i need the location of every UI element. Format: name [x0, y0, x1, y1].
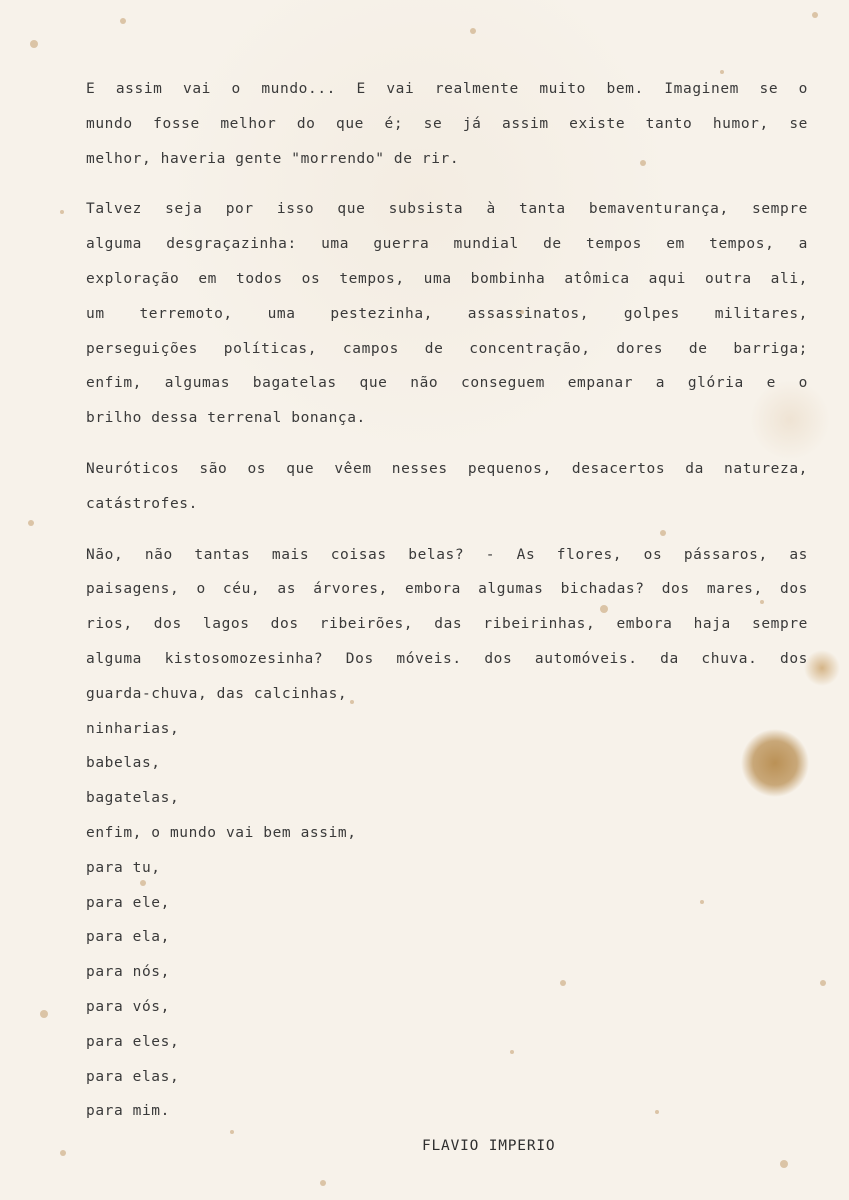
stain-speck: [140, 880, 146, 886]
text-line: para elas,: [86, 1068, 180, 1085]
text-line: alguma desgraçazinha: uma guerra mundial de tempos em tempos, a: [86, 236, 808, 253]
text-line: rios, dos lagos dos ribeirões, das ribeirinhas, embora haja sempre: [86, 616, 808, 633]
text-line: um terremoto, uma pestezinha, assassinatos, golpes militares,: [86, 305, 808, 322]
text-line: mundo fosse melhor do que é; se já assim existe tanto humor, se: [86, 115, 808, 132]
text-line: perseguições políticas, campos de concentração, dores de barriga;: [86, 340, 808, 357]
stain-speck: [28, 520, 34, 526]
text-line: Não, não tantas mais coisas belas? - As flores, os pássaros, as: [86, 546, 808, 563]
text-line: para tu,: [86, 859, 161, 876]
text-line: E assim vai o mundo... E vai realmente muito bem. Imaginem se o: [86, 81, 808, 97]
text-line: para nós,: [86, 964, 170, 981]
text-line: exploração em todos os tempos, uma bombinha atômica aqui outra ali,: [86, 270, 808, 287]
text-line: Neuróticos são os que vêem nesses pequenos, desacertos da natureza,: [86, 460, 808, 477]
stain-speck: [350, 700, 354, 704]
stain-speck: [780, 1160, 788, 1168]
text-line: enfim, o mundo vai bem assim,: [86, 824, 357, 841]
stain-speck: [520, 310, 524, 314]
stain-speck: [600, 605, 608, 613]
text-line: paisagens, o céu, as árvores, embora algumas bichadas? dos mares, dos: [86, 581, 808, 598]
text-line: bagatelas,: [86, 790, 180, 807]
stain-speck: [60, 1150, 66, 1156]
stain-speck: [320, 1180, 326, 1186]
stain-speck: [760, 600, 764, 604]
stain-speck: [470, 28, 476, 34]
stain-speck: [700, 900, 704, 904]
stain-speck: [510, 1050, 514, 1054]
text-line: ninharias,: [86, 720, 180, 737]
text-line: para vós,: [86, 998, 170, 1015]
text-line: babelas,: [86, 755, 161, 772]
stain-speck: [230, 1130, 234, 1134]
text-line: guarda-chuva, das calcinhas,: [86, 685, 348, 702]
stain-speck: [812, 12, 818, 18]
stain-speck: [30, 40, 38, 48]
stain-speck: [660, 530, 666, 536]
text-line: para ela,: [86, 929, 170, 946]
text-line: enfim, algumas bagatelas que não conseguem empanar a glória e o: [86, 375, 808, 392]
stain-speck: [120, 18, 126, 24]
text-line: brilho dessa terrenal bonança.: [86, 410, 366, 427]
text-line: para mim.: [86, 1103, 170, 1120]
text-line: Talvez seja por isso que subsista à tanta bemaventurança, sempre: [86, 201, 808, 218]
stain-speck: [60, 210, 64, 214]
stain-speck: [560, 980, 566, 986]
stain-speck: [40, 1010, 48, 1018]
stain-speck: [640, 160, 646, 166]
text-line: para eles,: [86, 1033, 180, 1050]
stain-speck: [720, 70, 724, 74]
stain-speck: [655, 1110, 659, 1114]
text-line: melhor, haveria gente "morrendo" de rir.: [86, 150, 460, 167]
author-signature: FLAVIO IMPERIO: [422, 1138, 556, 1154]
poem-text: [86, 72, 808, 1129]
text-line: alguma kistosomozesinha? Dos móveis. dos automóveis. da chuva. dos: [86, 650, 808, 667]
text-line: catástrofes.: [86, 495, 198, 512]
stain-speck: [820, 980, 826, 986]
text-line: para ele,: [86, 894, 170, 911]
